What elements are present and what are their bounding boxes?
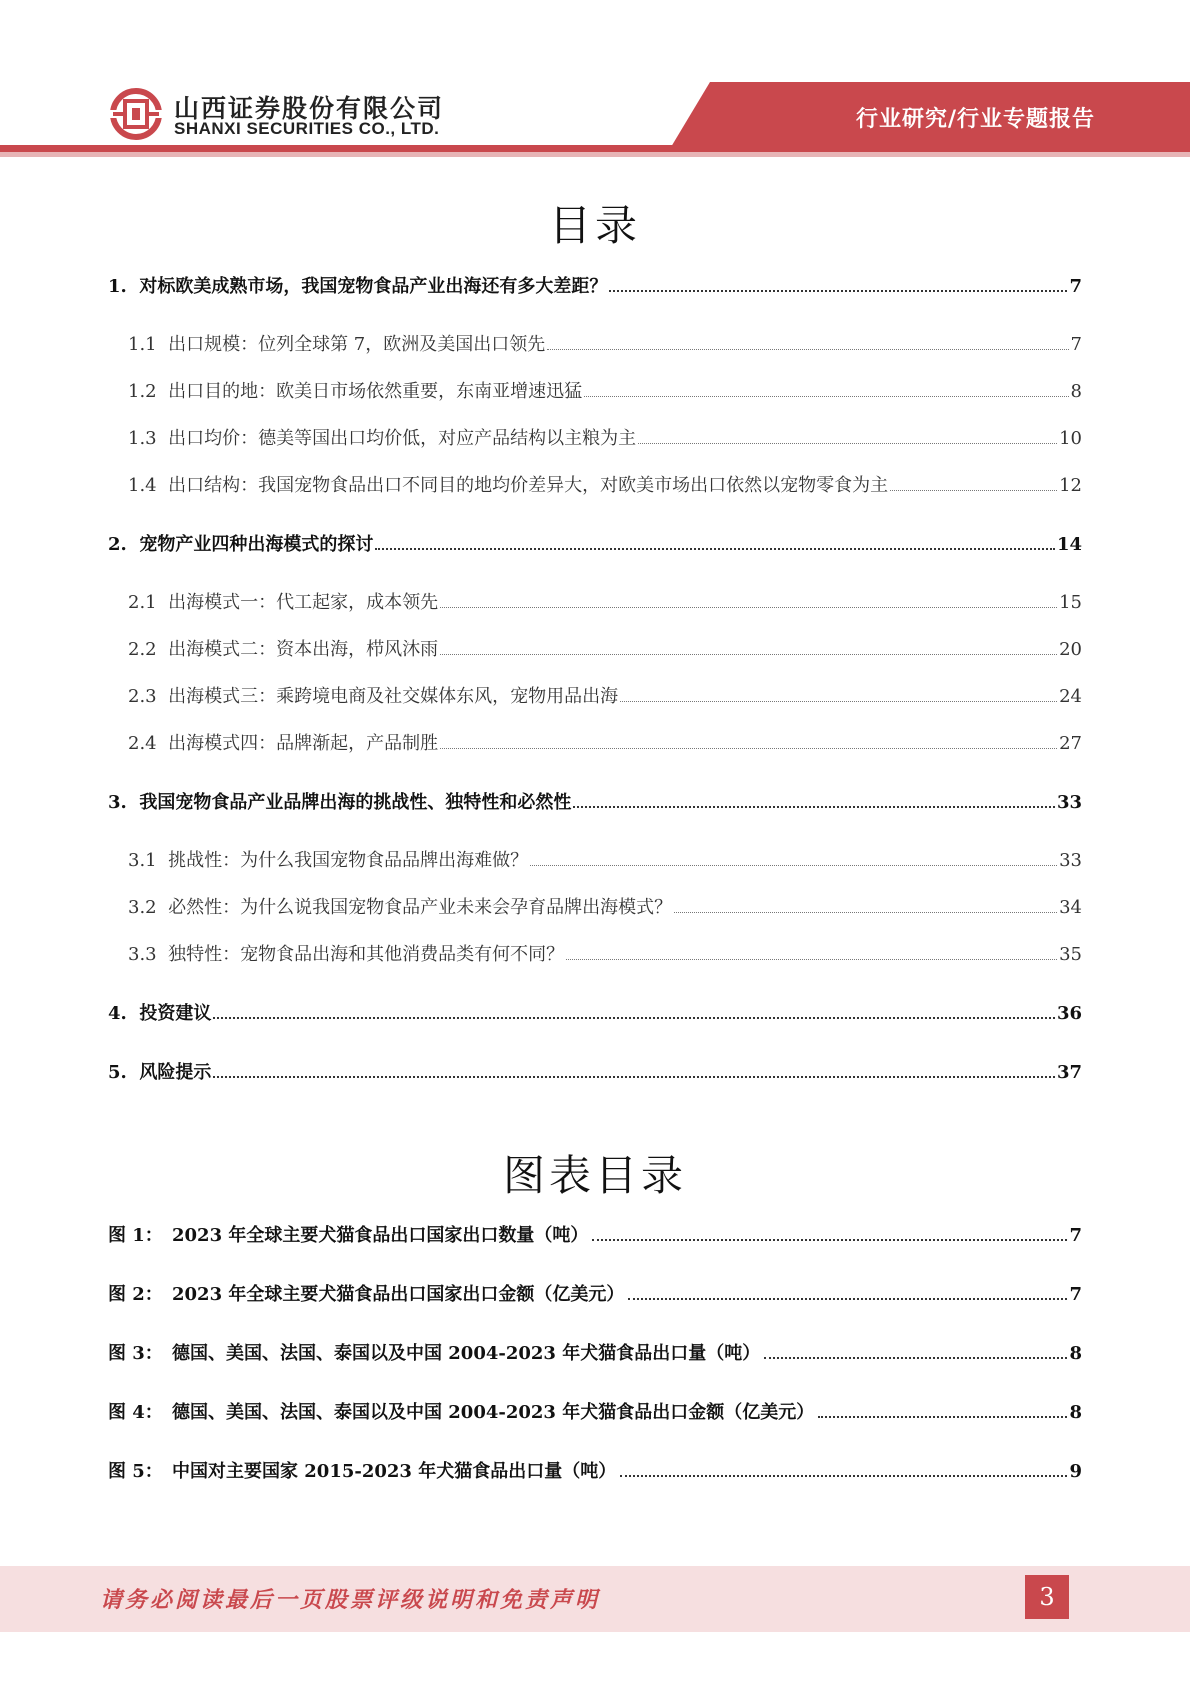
toc-entry-text: 出口结构：我国宠物食品出口不同目的地均价差异大，对欧美市场出口依然以宠物零食为主 — [168, 475, 889, 496]
dot-leader — [375, 548, 1055, 550]
toc-entry-text: 出口规模：位列全球第 7，欧洲及美国出口领先 — [168, 334, 546, 355]
toc-entry-text: 我国宠物食品产业品牌出海的挑战性、独特性和必然性 — [139, 792, 572, 813]
dot-leader — [440, 654, 1057, 655]
toc-entry[interactable]: 2. 宠物产业四种出海模式的探讨 14 — [108, 532, 1082, 558]
toc-entry-text: 必然性：为什么说我国宠物食品产业未来会孕育品牌出海模式？ — [168, 897, 673, 918]
toc-entry-text: 对标欧美成熟市场，我国宠物食品产业出海还有多大差距？ — [139, 276, 608, 297]
toc-page-number: 7 — [1069, 276, 1082, 297]
toc-page-number: 37 — [1056, 1062, 1082, 1083]
header-divider-light — [0, 152, 1190, 157]
toc-entry[interactable]: 3. 我国宠物食品产业品牌出海的挑战性、独特性和必然性 33 — [108, 790, 1082, 816]
toc-page-number: 33 — [1056, 792, 1082, 813]
figure-page-number: 9 — [1069, 1461, 1082, 1482]
figure-page-number: 7 — [1069, 1284, 1082, 1305]
toc-page-number: 20 — [1059, 639, 1082, 660]
figure-label: 图 3： — [108, 1343, 163, 1364]
dot-leader — [818, 1416, 1067, 1418]
toc-entry-text: 出海模式一：代工起家，成本领先 — [168, 592, 439, 613]
toc-entry-text: 投资建议 — [139, 1003, 212, 1024]
disclaimer-text: 请务必阅读最后一页股票评级说明和免责声明 — [100, 1587, 601, 1613]
figure-entry[interactable] — [108, 1282, 1082, 1308]
page-number-badge: 3 — [1025, 1575, 1069, 1619]
toc-page-number: 15 — [1059, 592, 1082, 613]
dot-leader — [440, 607, 1057, 608]
toc-entry[interactable]: 5. 风险提示 37 — [108, 1060, 1082, 1086]
figure-entry-text: 德国、美国、法国、泰国以及中国 2004-2023 年犬猫食品出口量（吨） — [172, 1343, 761, 1364]
dot-leader — [620, 1475, 1067, 1477]
toc-page-number: 10 — [1059, 428, 1082, 449]
figure-entry-text: 德国、美国、法国、泰国以及中国 2004-2023 年犬猫食品出口金额（亿美元） — [172, 1402, 815, 1423]
toc-entry-text: 出海模式二：资本出海，栉风沐雨 — [168, 639, 439, 660]
figure-entry-text: 2023 年全球主要犬猫食品出口国家出口数量（吨） — [172, 1225, 589, 1246]
toc-page-number: 14 — [1056, 534, 1082, 555]
figure-page-number: 7 — [1069, 1225, 1082, 1246]
dot-leader — [764, 1357, 1067, 1359]
figure-entry[interactable] — [108, 1223, 1082, 1249]
figure-label: 图 5： — [108, 1461, 163, 1482]
toc-entry[interactable]: 2.4 出海模式四：品牌渐起，产品制胜 27 — [128, 731, 1082, 757]
toc-entry[interactable]: 1.4 出口结构：我国宠物食品出口不同目的地均价差异大，对欧美市场出口依然以宠物零食为主 12 — [128, 473, 1082, 499]
toc-entry[interactable]: 1. 对标欧美成熟市场，我国宠物食品产业出海还有多大差距？ 7 — [108, 274, 1082, 300]
figure-entry-text: 2023 年全球主要犬猫食品出口国家出口金额（亿美元） — [172, 1284, 625, 1305]
dot-leader — [592, 1239, 1067, 1241]
figure-label: 图 1： — [108, 1225, 163, 1246]
figure-page-number: 8 — [1069, 1402, 1082, 1423]
toc-entry-text: 出口目的地：欧美日市场依然重要，东南亚增速迅猛 — [168, 381, 583, 402]
dot-leader — [609, 290, 1067, 292]
toc-entry[interactable]: 3.1 挑战性：为什么我国宠物食品品牌出海难做？ 33 — [128, 848, 1082, 874]
toc-entry-text: 出海模式四：品牌渐起，产品制胜 — [168, 733, 439, 754]
figure-entry[interactable] — [108, 1459, 1082, 1485]
toc-entry-text: 风险提示 — [139, 1062, 212, 1083]
toc-entry[interactable]: 1.2 出口目的地：欧美日市场依然重要，东南亚增速迅猛 8 — [128, 379, 1082, 405]
company-logo-icon — [110, 88, 162, 140]
dot-leader — [638, 443, 1057, 444]
toc-title: 目录 — [548, 201, 641, 250]
dot-leader — [628, 1298, 1067, 1300]
page-header — [0, 0, 1190, 165]
toc-entry-text: 挑战性：为什么我国宠物食品品牌出海难做？ — [168, 850, 529, 871]
company-name-en: SHANXI SECURITIES CO., LTD. — [174, 119, 440, 138]
figure-label: 图 2： — [108, 1284, 163, 1305]
toc-entry-text: 出口均价：德美等国出口均价低，对应产品结构以主粮为主 — [168, 428, 637, 449]
toc-page-number: 8 — [1070, 381, 1082, 402]
header-divider — [0, 145, 1190, 152]
toc-entry[interactable]: 2.3 出海模式三：乘跨境电商及社交媒体东风，宠物用品出海 24 — [128, 684, 1082, 710]
toc-entry-text: 独特性：宠物食品出海和其他消费品类有何不同？ — [168, 944, 565, 965]
toc-entry[interactable]: 1.3 出口均价：德美等国出口均价低，对应产品结构以主粮为主 10 — [128, 426, 1082, 452]
figures-title: 图表目录 — [502, 1151, 687, 1200]
toc-page-number: 36 — [1056, 1003, 1082, 1024]
toc-page-number: 33 — [1059, 850, 1082, 871]
toc-page-number: 24 — [1059, 686, 1082, 707]
toc-page-number: 7 — [1070, 334, 1082, 355]
dot-leader — [674, 912, 1057, 913]
dot-leader — [890, 490, 1057, 491]
dot-leader — [213, 1076, 1055, 1078]
toc-page-number: 34 — [1059, 897, 1082, 918]
report-type-label: 行业研究/行业专题报告 — [855, 107, 1095, 132]
dot-leader — [213, 1017, 1055, 1019]
toc-entry[interactable]: 3.2 必然性：为什么说我国宠物食品产业未来会孕育品牌出海模式？ 34 — [128, 895, 1082, 921]
toc-page-number: 35 — [1059, 944, 1082, 965]
toc-entry[interactable]: 2.2 出海模式二：资本出海，栉风沐雨 20 — [128, 637, 1082, 663]
dot-leader — [573, 806, 1055, 808]
toc-entry[interactable]: 1.1 出口规模：位列全球第 7，欧洲及美国出口领先 7 — [128, 332, 1082, 358]
toc-entry[interactable]: 2.1 出海模式一：代工起家，成本领先 15 — [128, 590, 1082, 616]
dot-leader — [584, 396, 1068, 397]
figure-entry-text: 中国对主要国家 2015-2023 年犬猫食品出口量（吨） — [172, 1461, 617, 1482]
toc-entry[interactable]: 4. 投资建议 36 — [108, 1001, 1082, 1027]
toc-entry-text: 宠物产业四种出海模式的探讨 — [139, 534, 374, 555]
dot-leader — [566, 959, 1057, 960]
figure-entry[interactable] — [108, 1341, 1082, 1367]
dot-leader — [547, 349, 1068, 350]
toc-page-number: 27 — [1059, 733, 1082, 754]
toc-entry-text: 出海模式三：乘跨境电商及社交媒体东风，宠物用品出海 — [168, 686, 619, 707]
toc-page-number: 12 — [1059, 475, 1082, 496]
toc-entry[interactable]: 3.3 独特性：宠物食品出海和其他消费品类有何不同？ 35 — [128, 942, 1082, 968]
dot-leader — [530, 865, 1057, 866]
company-name-cn: 山西证券股份有限公司 — [174, 94, 445, 123]
figure-entry[interactable] — [108, 1400, 1082, 1426]
figure-label: 图 4： — [108, 1402, 163, 1423]
figure-page-number: 8 — [1069, 1343, 1082, 1364]
dot-leader — [620, 701, 1057, 702]
dot-leader — [440, 748, 1057, 749]
